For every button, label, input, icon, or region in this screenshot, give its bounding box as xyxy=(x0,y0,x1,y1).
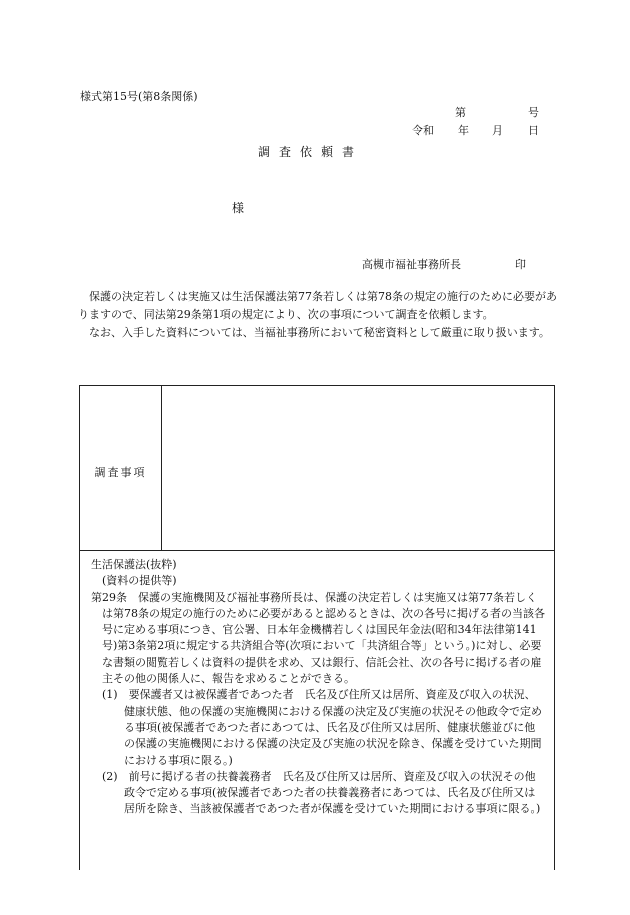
law-caption: (資料の提供等) xyxy=(102,574,177,588)
date-era: 令和 xyxy=(412,124,434,137)
document-number-suffix: 号 xyxy=(528,106,539,119)
investigation-items-label: 調査事項 xyxy=(94,466,147,479)
law-item-1: (1) 要保護者又は被保護者であつた者 氏名及び住所又は居所、資産及び収入の状況、健康状態、他の保護の実施機関における保護の決定及び実施の状況その他政令で定める事項(被保護者であつた者にあつては、氏名及び住所又は居所、健康状態並びに他の保護の実施機関における保護の決定及び実施の状況を除き、保護を受けていた期間における事項に限る。) xyxy=(102,688,542,767)
investigation-items-field[interactable] xyxy=(162,386,554,550)
law-excerpt xyxy=(79,550,555,870)
document-number-label: 第 xyxy=(455,106,466,119)
issuer-name: 高槻市福祉事務所長 xyxy=(362,258,461,271)
law-title: 生活保護法(抜粋) xyxy=(91,558,177,571)
law-item-2: (2) 前号に掲げる者の扶養義務者 氏名及び住所又は居所、資産及び収入の状況その他政令で定める事項(被保護者であつた者の扶養義務者にあつては、氏名及び住所又は居所を除き、当該被保護者であつた者が保護を受けていた期間における事項に限る。) xyxy=(102,769,541,816)
form-number: 様式第15号(第8条関係) xyxy=(80,90,198,103)
investigation-items-table xyxy=(79,385,555,551)
law-article-29: 第29条 保護の実施機関及び福祉事務所長は、保護の決定若しくは実施又は第77条若しくは第78条の規定の施行のために必要があると認めるときは、次の各号に掲げる者の当該各号に定める事項につき、官公署、日本年金機構若しくは国民年金法(昭和34年法律第141号)第3条第2項に規定する共済組合等(次項において「共済組合等」という。)に対し、必要な書類の閲覧若しくは資料の提供を求め、又は銀行、信託会社、次の各号に掲げる者の雇主その他の関係人に、報告を求めることができる。 xyxy=(91,590,545,686)
seal-mark: 印 xyxy=(515,258,526,271)
date-year-label: 年 xyxy=(458,124,469,137)
request-paragraph-2: なお、入手した資料については、当福祉事務所において秘密資料として厳重に取り扱います。 xyxy=(89,326,550,339)
document-title: 調査依頼書 xyxy=(258,145,364,159)
request-paragraph-1: 保護の決定若しくは実施又は生活保護法第77条若しくは第78条の規定の施行のために必要がありますので、同法第29条第1項の規定により、次の事項について調査を依頼します。 xyxy=(78,290,557,321)
request-body xyxy=(78,288,558,342)
addressee-suffix: 様 xyxy=(232,201,245,215)
date-month-label: 月 xyxy=(492,124,503,137)
date-day-label: 日 xyxy=(528,124,539,137)
